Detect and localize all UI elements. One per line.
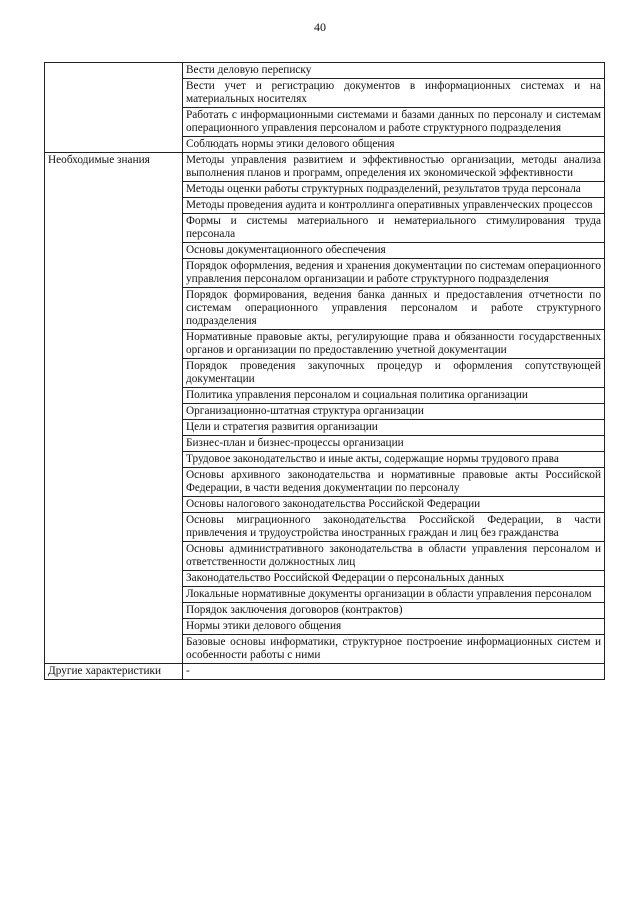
- knowledge-item: Основы административного законодательства в области управления персоналом и ответственности должностных лиц: [183, 542, 605, 571]
- knowledge-item: Политика управления персоналом и социальная политика организации: [183, 388, 605, 404]
- skill-item: Вести деловую переписку: [183, 63, 605, 79]
- table-row: [45, 664, 605, 680]
- section-label-other: Другие характеристики: [45, 664, 183, 680]
- knowledge-item: Основы миграционного законодательства Российской Федерации, в части привлечения и трудоустройства иностранных граждан и лиц без гражданства: [183, 513, 605, 542]
- skills-table: [44, 62, 605, 680]
- knowledge-item: Бизнес-план и бизнес-процессы организации: [183, 436, 605, 452]
- knowledge-item: Организационно-штатная структура организации: [183, 404, 605, 420]
- skill-item: Работать с информационными системами и базами данных по персоналу и системам операционного управления персоналом и работе структурного подразделения: [183, 108, 605, 137]
- knowledge-item: Трудовое законодательство и иные акты, содержащие нормы трудового права: [183, 452, 605, 468]
- knowledge-item: Формы и системы материального и нематериального стимулирования труда персонала: [183, 214, 605, 243]
- knowledge-item: Локальные нормативные документы организации в области управления персоналом: [183, 587, 605, 603]
- knowledge-item: Порядок формирования, ведения банка данных и предоставления отчетности по системам операционного управления персоналом и работе структурного подразделения: [183, 288, 605, 330]
- knowledge-item: Методы проведения аудита и контроллинга оперативных управленческих процессов: [183, 198, 605, 214]
- knowledge-item: Порядок заключения договоров (контрактов): [183, 603, 605, 619]
- knowledge-item: Базовые основы информатики, структурное построение информационных систем и особенности работы с ними: [183, 635, 605, 664]
- table-row: [45, 63, 605, 79]
- knowledge-item: Цели и стратегия развития организации: [183, 420, 605, 436]
- table-row: [45, 153, 605, 182]
- knowledge-item: Порядок проведения закупочных процедур и оформления сопутствующей документации: [183, 359, 605, 388]
- knowledge-item: Основы документационного обеспечения: [183, 243, 605, 259]
- skills-table-body: [45, 63, 605, 680]
- section-label-empty: [45, 63, 183, 153]
- knowledge-item: Методы оценки работы структурных подразделений, результатов труда персонала: [183, 182, 605, 198]
- page-number: 40: [314, 20, 326, 34]
- skill-item: Вести учет и регистрацию документов в информационных системах и на материальных носителях: [183, 79, 605, 108]
- other-characteristics-value: -: [183, 664, 605, 680]
- knowledge-item: Основы налогового законодательства Российской Федерации: [183, 497, 605, 513]
- knowledge-item: Законодательство Российской Федерации о персональных данных: [183, 571, 605, 587]
- knowledge-item: Нормы этики делового общения: [183, 619, 605, 635]
- section-label-knowledge: Необходимые знания: [45, 153, 183, 664]
- knowledge-item: Основы архивного законодательства и нормативные правовые акты Российской Федерации, в части ведения документации по персоналу: [183, 468, 605, 497]
- knowledge-item: Порядок оформления, ведения и хранения документации по системам операционного управления персоналом организации и работе структурного подразделения: [183, 259, 605, 288]
- skill-item: Соблюдать нормы этики делового общения: [183, 137, 605, 153]
- knowledge-item: Нормативные правовые акты, регулирующие права и обязанности государственных органов и организации по предоставлению учетной документации: [183, 330, 605, 359]
- knowledge-item: Методы управления развитием и эффективностью организации, методы анализа выполнения планов и программ, определения их экономической эффективности: [183, 153, 605, 182]
